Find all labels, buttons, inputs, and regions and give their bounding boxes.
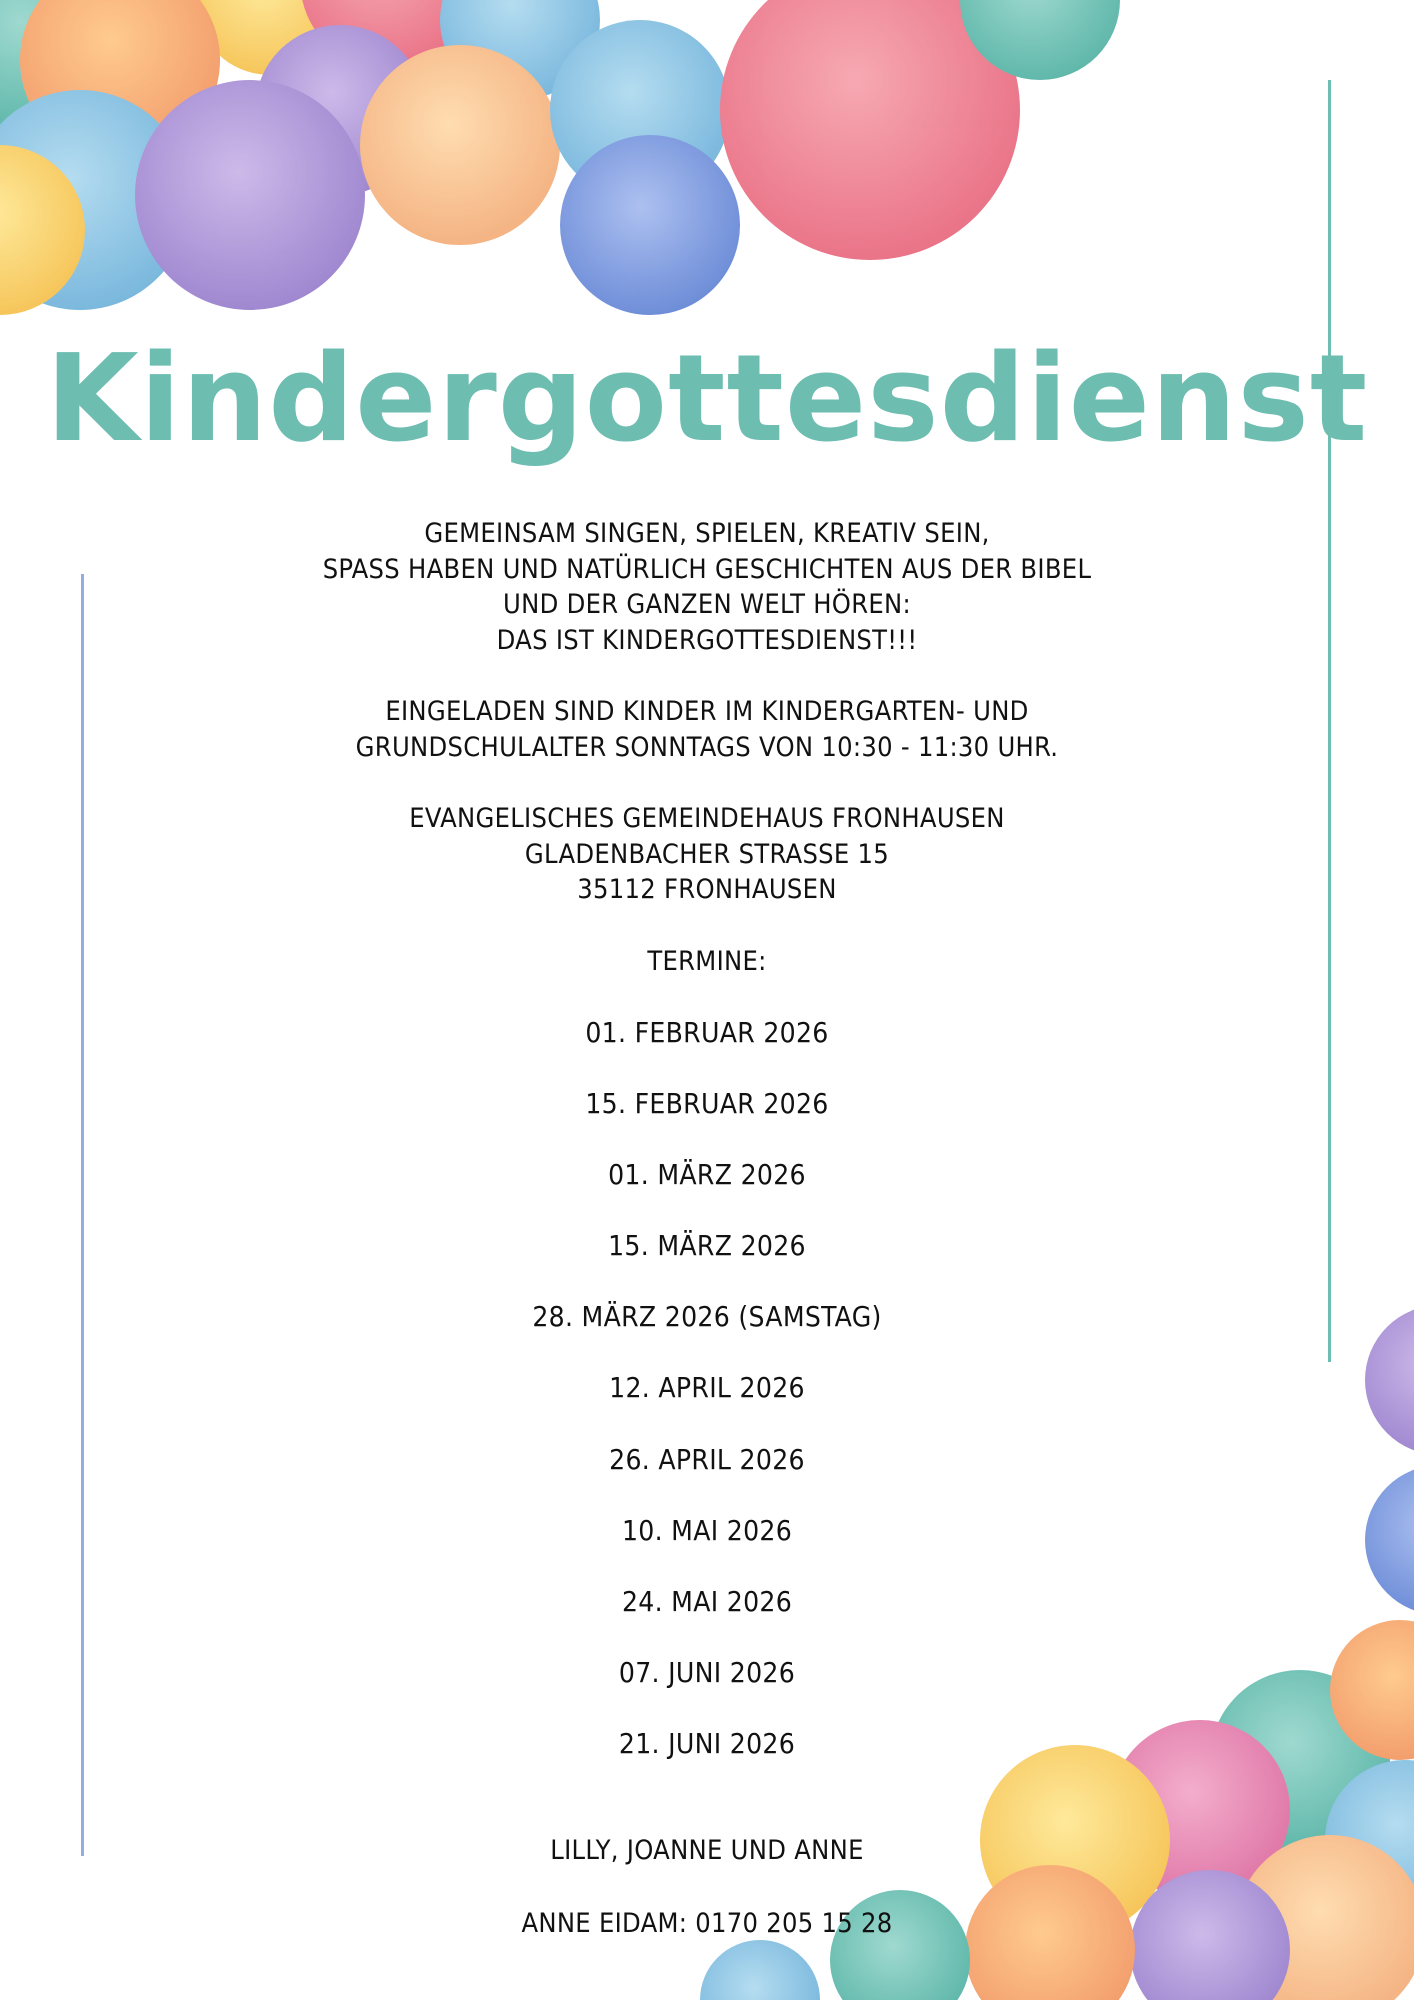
intro-line: GEMEINSAM SINGEN, SPIELEN, KREATIV SEIN, xyxy=(424,518,990,549)
dates-heading: TERMINE: xyxy=(647,946,767,977)
contact-phone: ANNE EIDAM: 0170 205 15 28 xyxy=(521,1908,893,1939)
intro-line: DAS IST KINDERGOTTESDIENST!!! xyxy=(496,624,918,656)
date-item: 15. FEBRUAR 2026 xyxy=(585,1087,829,1120)
organizers: LILLY, JOANNE UND ANNE xyxy=(550,1835,864,1866)
date-item: 26. APRIL 2026 xyxy=(609,1443,805,1476)
intro-line: UND DER GANZEN WELT HÖREN: xyxy=(503,589,911,620)
date-item: 15. MÄRZ 2026 xyxy=(608,1229,806,1262)
address-block xyxy=(150,801,1264,908)
invitation-paragraph xyxy=(150,694,1264,765)
left-accent-line xyxy=(81,574,84,1856)
invite-line: GRUNDSCHULALTER SONNTAGS VON 10:30 - 11:30 UHR. xyxy=(355,731,1059,763)
date-item: 01. MÄRZ 2026 xyxy=(608,1158,806,1191)
address-line: EVANGELISCHES GEMEINDEHAUS FRONHAUSEN xyxy=(409,803,1005,834)
intro-paragraph xyxy=(150,516,1264,658)
address-line: GLADENBACHER STRASSE 15 xyxy=(524,838,890,870)
right-accent-line xyxy=(1328,80,1331,1362)
date-item: 21. JUNI 2026 xyxy=(618,1727,796,1760)
date-item: 07. JUNI 2026 xyxy=(618,1656,796,1689)
invite-line: EINGELADEN SIND KINDER IM KINDERGARTEN- UND xyxy=(385,696,1029,727)
date-item: 12. APRIL 2026 xyxy=(609,1371,805,1404)
date-item: 28. MÄRZ 2026 (SAMSTAG) xyxy=(532,1300,882,1333)
address-line: 35112 FRONHAUSEN xyxy=(577,874,837,905)
date-item: 01. FEBRUAR 2026 xyxy=(585,1016,829,1049)
date-item: 24. MAI 2026 xyxy=(621,1585,793,1618)
page-title: Kindergottesdienst xyxy=(45,330,1369,469)
intro-line: SPASS HABEN UND NATÜRLICH GESCHICHTEN AUS DER BIBEL xyxy=(322,553,1092,585)
date-item: 10. MAI 2026 xyxy=(621,1514,793,1547)
